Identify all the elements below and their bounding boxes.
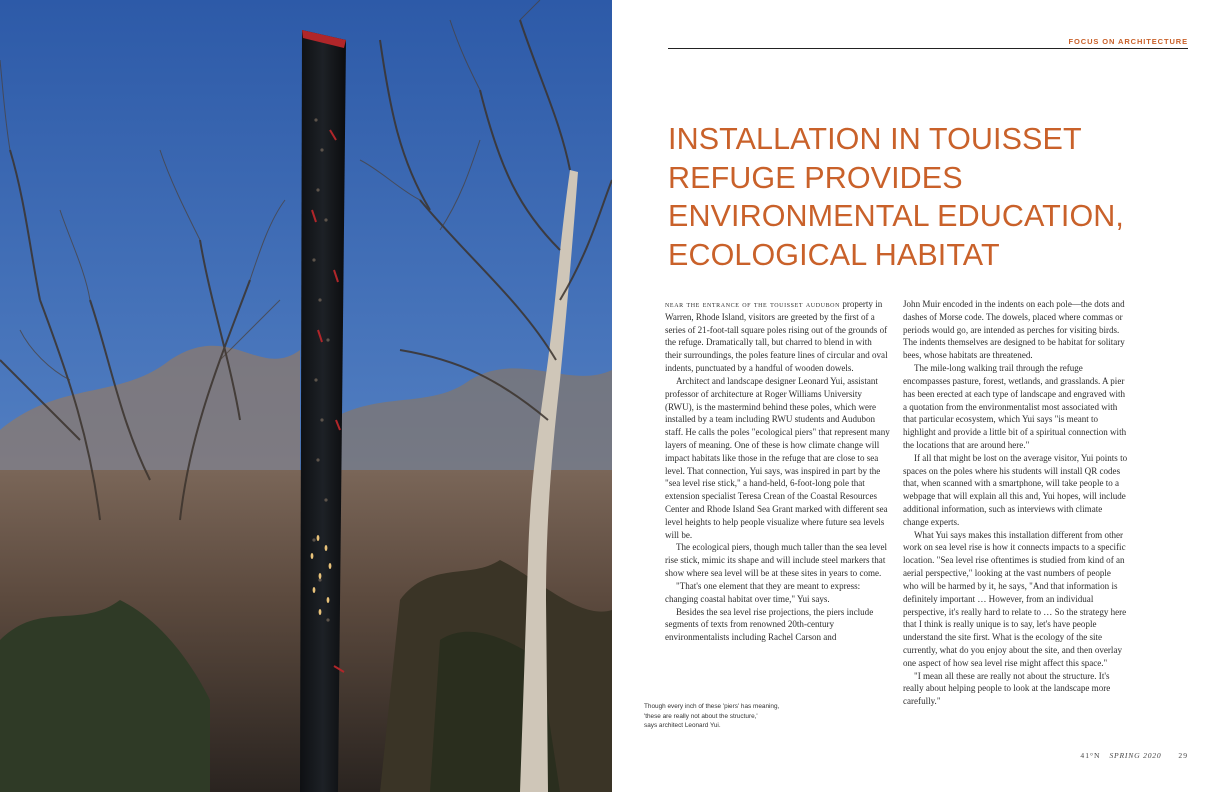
caption-line: Though every inch of these 'piers' has meaning, bbox=[644, 703, 780, 710]
page-footer bbox=[1080, 751, 1188, 760]
page-number: 29 bbox=[1178, 751, 1188, 760]
body-paragraph: The mile-long walking trail through the refuge encompasses pasture, forest, wetlands, and grasslands. A pier has been erected at each type of landscape and engraved with a quotation from the environmentalist most associated with that particular ecosystem, which Yui says "is meant to highlight and provide a little bit of a spiritual connection with the locations that are around here." bbox=[903, 363, 1127, 450]
header-rule bbox=[668, 48, 1188, 49]
body-paragraph: John Muir encoded in the indents on each pole—the dots and dashes of Morse code. The dowels, placed where commas or periods would go, are intended as perches for visiting birds. The indents themselves are designed to be habitat for solitary bees, whose habitats are threatened. bbox=[903, 299, 1125, 361]
publication-name: 41°N bbox=[1080, 751, 1101, 760]
headline-line: ECOLOGICAL HABITAT bbox=[668, 237, 1000, 272]
issue-label: SPRING 2020 bbox=[1109, 751, 1162, 760]
body-text: property in Warren, Rhode Island, visitors are greeted by the first of a series of 21-foot-tall square poles rising out of the grounds of the refuge. Dramatically tall, but charred to blend in with their surroundings, the poles feature lines of circular and oval indents, punctuated by a handful of wooden dowels. bbox=[665, 299, 888, 374]
lead-in: near the entrance of the touisset audubon bbox=[665, 299, 841, 309]
section-label: FOCUS ON ARCHITECTURE bbox=[1068, 37, 1188, 46]
body-paragraph: Architect and landscape designer Leonard Yui, assistant professor of architecture at Roger Williams University (RWU), is the mastermind behind these poles, which were installed by a team including RWU students and Audubon staff. He calls the poles "ecological piers" that represent many layers of meaning. One of these is how climate change will impact habitats like those in the refuge that are close to sea level. That connection, Yui says, was inspired in part by the "sea level rise stick," a hand-held, 6-foot-long pole that extension specialist Teresa Crean of the Coastal Resources Center and Rhode Island Sea Grant marked with different sea level heights to help people visualize where future sea levels will be. bbox=[665, 375, 890, 540]
headline-line: REFUGE PROVIDES bbox=[668, 160, 963, 195]
body-paragraph: The ecological piers, though much taller than the sea level rise stick, mimic its shape and will include steel markers that show where sea level will be at these sites in years to come. bbox=[665, 542, 888, 579]
caption-line: 'these are really not about the structure,' bbox=[644, 712, 758, 720]
article-column-1 bbox=[665, 298, 890, 644]
body-paragraph: "I mean all these are really not about the structure. It's really about helping people to look at the landscape more carefully." bbox=[903, 670, 1111, 707]
body-paragraph bbox=[665, 298, 890, 375]
article-page bbox=[612, 0, 1224, 792]
body-paragraph: "That's one element that they are meant to express: changing coastal habitat over time," Yui says. bbox=[665, 580, 861, 604]
body-paragraph: What Yui says makes this installation different from other work on sea level rise is how it connects impacts to a specific location. "Sea level rise oftentimes is studied from kind of an aerial perspective," looking at the vast numbers of people who will be harmed by it, he says, "And that information is definitely important … However, from an individual perspective, it's really hard to relate to … So the strategy here that I think is really unique is to say, let's have people understand the site first. What is the ecology of the site currently, what do you enjoy about the site, and then overlay one aspect of how sea level rise might affect this space." bbox=[903, 529, 1127, 668]
body-paragraph: If all that might be lost on the average visitor, Yui points to spaces on the poles where his students will install QR codes that, when scanned with a smartphone, will take people to a webpage that will explain all this and, Yui hopes, will include additional information, such as interviews with climate change experts. bbox=[903, 452, 1128, 527]
article-headline bbox=[668, 120, 1168, 274]
body-paragraph: Besides the sea level rise projections, the piers include segments of texts from renowned 20th-century environmentalists including Rachel Carson and bbox=[665, 606, 874, 643]
caption-line: says architect Leonard Yui. bbox=[644, 722, 721, 730]
article-column-2 bbox=[903, 298, 1128, 708]
headline-line: INSTALLATION IN TOUISSET bbox=[668, 122, 1082, 156]
photo-caption bbox=[644, 702, 824, 731]
headline-line: ENVIRONMENTAL EDUCATION, bbox=[668, 199, 1124, 233]
